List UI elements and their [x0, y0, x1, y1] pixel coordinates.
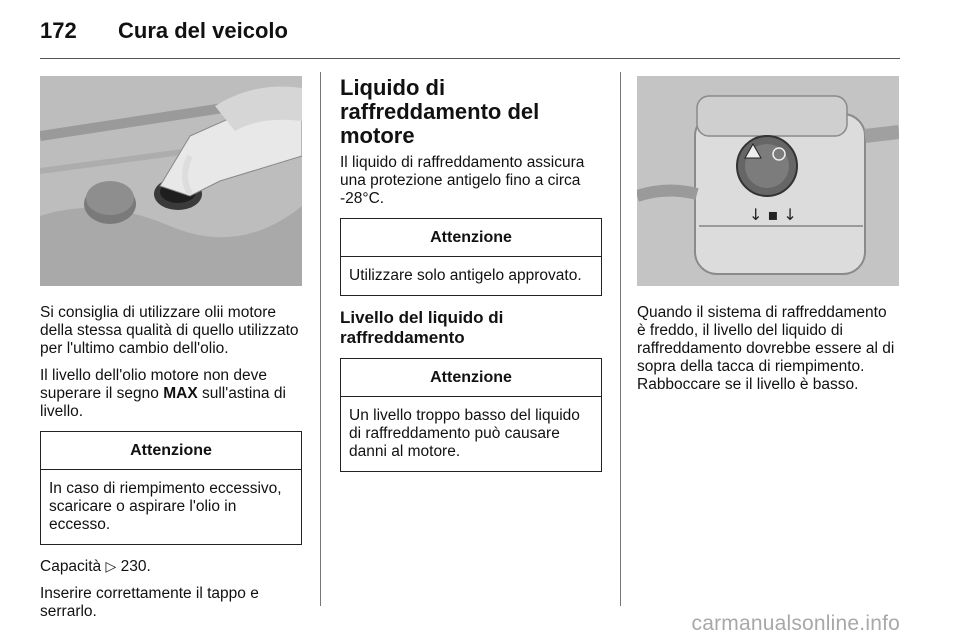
warning-title: Attenzione: [341, 219, 601, 257]
warning-box: [40, 431, 302, 545]
header-rule: [40, 58, 900, 59]
oil-filling-illustration: [40, 76, 302, 286]
column-coolant: [340, 76, 602, 484]
capacity-text: Capacità ▷ 230.: [40, 558, 151, 575]
column-coolant-level: [637, 76, 899, 403]
warning-text: In caso di riempimento eccessivo, scaricare o aspirare l'olio in eccesso.: [49, 480, 282, 533]
page-header: [40, 18, 900, 50]
warning-text: Utilizzare solo antigelo approvato.: [349, 267, 582, 284]
cap-tighten-text: Inserire correttamente il tappo e serrarlo.: [40, 585, 259, 620]
column-divider: [620, 72, 621, 606]
section-heading: Liquido di raffreddamento del motore: [340, 75, 540, 148]
watermark: carmanualsonline.info: [691, 612, 900, 635]
triangle-ref-icon: ▷: [105, 558, 117, 574]
page-number: 172: [40, 18, 77, 43]
column-divider: [320, 72, 321, 606]
warning-title: Attenzione: [41, 432, 301, 470]
page-title: Cura del veicolo: [118, 18, 288, 43]
coolant-intro-text: Il liquido di raffreddamento assicura una protezione antigelo fino a circa -28°C.: [340, 154, 585, 207]
warning-title: Attenzione: [341, 359, 601, 397]
warning-text: Un livello troppo basso del liquido di raffreddamento può causare danni al motore.: [349, 407, 580, 460]
coolant-reservoir-illustration: [637, 76, 899, 286]
oil-level-text: Il livello dell'olio motore non deve superare il segno MAX sull'astina di livello.: [40, 367, 286, 420]
column-oil: [40, 76, 302, 630]
warning-box: [340, 358, 602, 472]
svg-text:↓ ▪ ↓: ↓ ▪ ↓: [749, 205, 797, 224]
oil-quality-text: Si consiglia di utilizzare olii motore della stessa qualità di quello utilizzato per l'ultimo cambio dell'olio.: [40, 304, 299, 357]
subsection-heading: Livello del liquido di raffreddamento: [340, 308, 504, 347]
warning-box: [340, 218, 602, 296]
coolant-level-text: Quando il sistema di raffreddamento è freddo, il livello del liquido di raffreddamento dovrebbe essere al di sopra della tacca di riempimento. Rabboccare se il livello è basso.: [637, 304, 895, 393]
